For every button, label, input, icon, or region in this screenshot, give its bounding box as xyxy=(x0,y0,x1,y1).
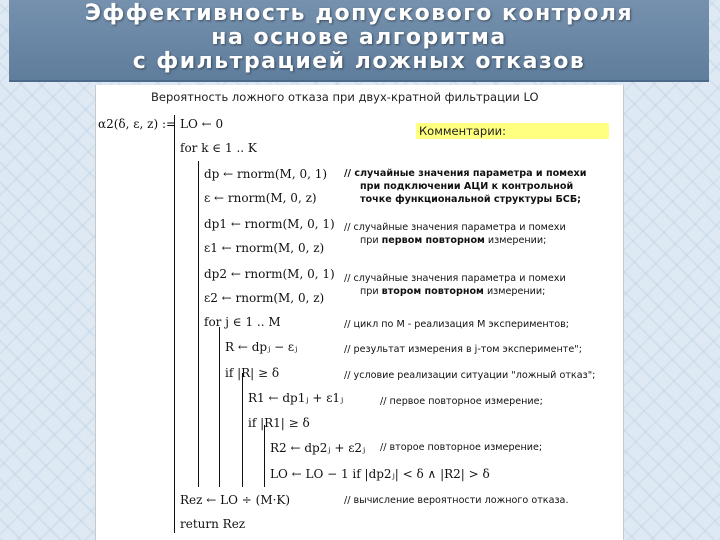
comment-3 xyxy=(344,272,566,298)
comment-3-line-b-bold: втором повторном xyxy=(381,286,484,297)
code-line-5: dp1 ← rnorm(M, 0, 1) xyxy=(204,217,335,231)
comment-1-line-b: при подключении АЦИ к контрольной xyxy=(360,181,574,192)
code-line-8: ε2 ← rnorm(M, 0, z) xyxy=(204,291,325,305)
comment-8: // второе повторное измерение; xyxy=(380,442,543,453)
comment-2-line-b-bold: первом повторном xyxy=(381,235,485,246)
title-line-2: на основе алгоритма xyxy=(211,25,507,50)
comment-2-line-a: // случайные значения параметра и помехи xyxy=(344,222,566,233)
comment-1 xyxy=(344,167,586,206)
program-bar-if-r1 xyxy=(264,425,265,487)
code-line-4: ε ← rnorm(M, 0, z) xyxy=(204,191,317,205)
comment-7: // первое повторное измерение; xyxy=(380,396,543,407)
comment-2-line-b-post: измерении; xyxy=(484,235,547,246)
code-line-13: if |R1| ≥ δ xyxy=(248,416,310,430)
program-bar-outer xyxy=(174,115,175,533)
code-line-2: for k ∈ 1 .. K xyxy=(180,141,257,155)
code-line-7: dp2 ← rnorm(M, 0, 1) xyxy=(204,267,335,281)
code-line-6: ε1 ← rnorm(M, 0, z) xyxy=(204,241,325,255)
code-line-3: dp ← rnorm(M, 0, 1) xyxy=(204,167,328,181)
mathcad-document xyxy=(95,85,624,540)
comment-1-line-c: точке функциональной структуры БСБ; xyxy=(360,194,581,205)
code-line-17: return Rez xyxy=(180,517,246,531)
document-header: Вероятность ложного отказа при двух-кратной фильтрации LO xyxy=(151,90,539,104)
function-definition: α2(δ, ε, z) := xyxy=(98,117,177,131)
comment-2 xyxy=(344,221,566,247)
comment-5: // результат измерения в j-том эксперименте"; xyxy=(344,344,582,355)
code-line-10: R ← dpⱼ − εⱼ xyxy=(225,340,298,354)
comment-2-line-b-pre: при xyxy=(360,235,382,246)
code-line-11: if |R| ≥ δ xyxy=(225,366,280,380)
code-line-14: R2 ← dp2ⱼ + ε2ⱼ xyxy=(270,441,366,455)
code-line-1: LO ← 0 xyxy=(180,117,224,131)
title-line-3: с фильтрацией ложных отказов xyxy=(132,49,586,74)
slide-title xyxy=(9,2,709,74)
program-bar-for-k xyxy=(198,161,199,487)
code-line-15: LO ← LO − 1 if |dp2ⱼ| < δ ∧ |R2| > δ xyxy=(270,467,490,481)
comment-1-line-a: // случайные значения параметра и помехи xyxy=(344,168,587,179)
comment-3-line-a: // случайные значения параметра и помехи xyxy=(344,273,566,284)
comment-6: // условие реализации ситуации "ложный отказ"; xyxy=(344,370,596,381)
title-line-1: Эффективность допускового контроля xyxy=(84,1,634,26)
comment-3-line-b-post: измерении; xyxy=(483,286,546,297)
program-bar-if-r xyxy=(242,373,243,487)
code-line-16: Rez ← LO ÷ (M·K) xyxy=(180,493,291,507)
comment-9: // вычисление вероятности ложного отказа. xyxy=(344,495,569,506)
comments-label: Комментарии: xyxy=(416,123,609,139)
comment-3-line-b-pre: при xyxy=(360,286,382,297)
program-bar-for-j xyxy=(219,327,220,487)
code-line-9: for j ∈ 1 .. M xyxy=(204,315,281,329)
code-line-12: R1 ← dp1ⱼ + ε1ⱼ xyxy=(248,391,344,405)
comment-4: // цикл по М - реализация М экспериментов; xyxy=(344,319,570,330)
